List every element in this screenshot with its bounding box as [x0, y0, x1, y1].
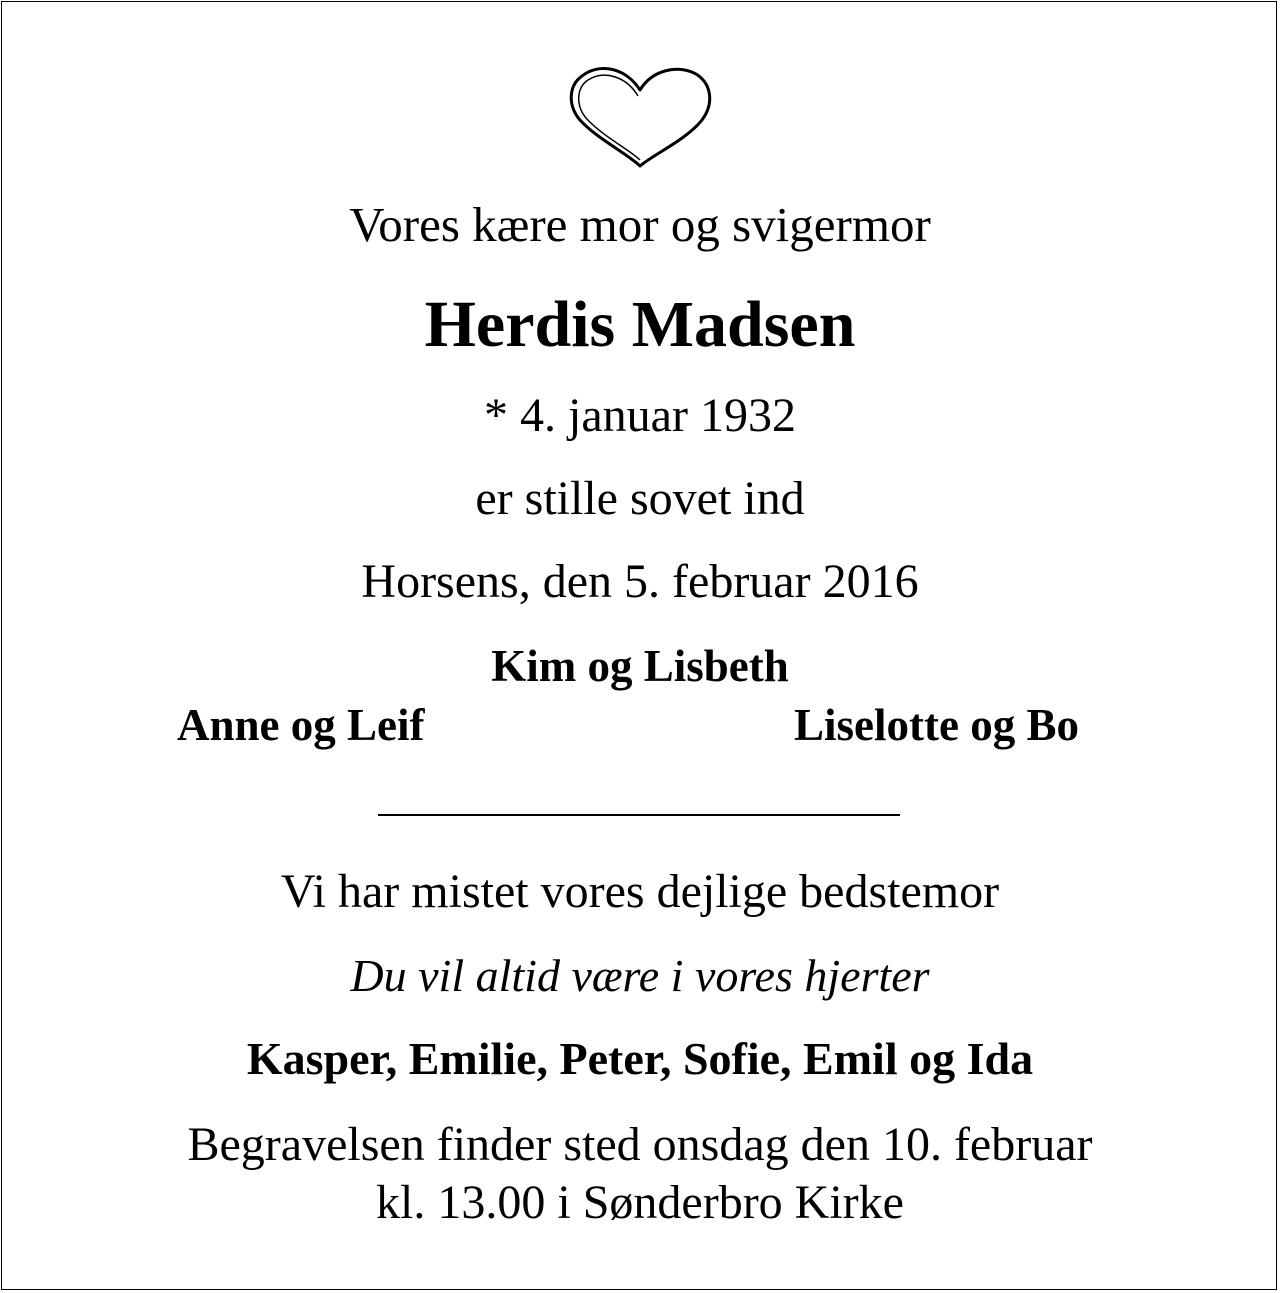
- funeral-info-line2: kl. 13.00 i Sønderbro Kirke: [376, 1176, 904, 1229]
- birth-date: * 4. januar 1932: [484, 389, 796, 442]
- grandchildren-names: Kasper, Emilie, Peter, Sofie, Emil og Ida: [246, 1033, 1034, 1084]
- grandchildren-intro: Vi har mistet vores dejlige bedstemor: [280, 865, 1000, 918]
- heart-outline-icon: [566, 62, 714, 170]
- family-right: Liselotte og Bo: [794, 700, 1079, 750]
- funeral-info-line1: Begravelsen finder sted onsdag den 10. februar: [187, 1118, 1093, 1171]
- divider: [378, 814, 900, 816]
- family-left: Anne og Leif: [177, 700, 425, 750]
- family-center: Kim og Lisbeth: [491, 641, 789, 691]
- place-date: Horsens, den 5. februar 2016: [361, 555, 919, 608]
- passed-text: er stille sovet ind: [475, 472, 805, 525]
- intro-text: Vores kære mor og svigermor: [349, 197, 931, 252]
- grandchildren-message: Du vil altid være i vores hjerter: [350, 950, 930, 1001]
- deceased-name: Herdis Madsen: [424, 288, 856, 361]
